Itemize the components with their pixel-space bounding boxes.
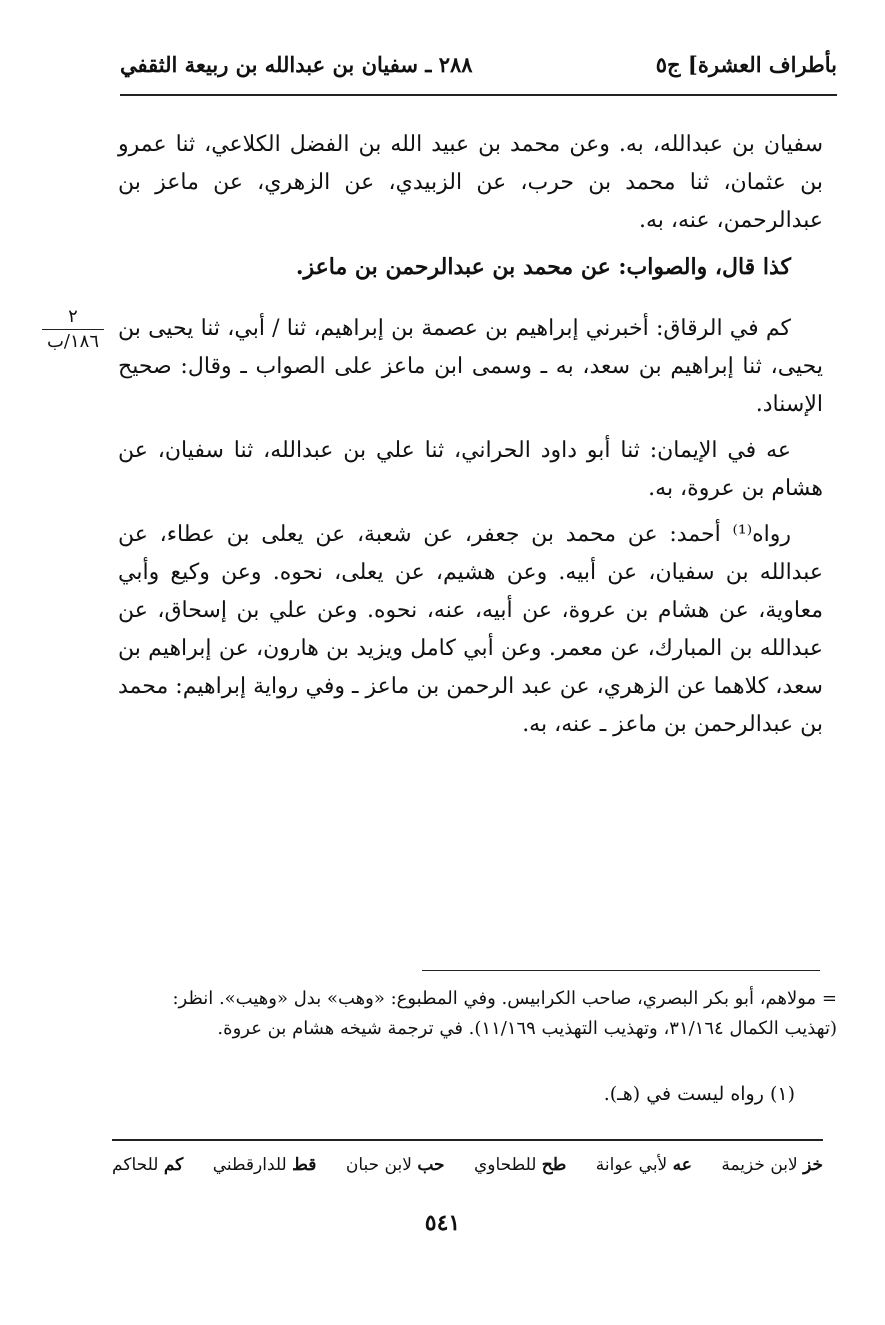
header-rule	[120, 94, 837, 96]
page-header-info: ٢٨٨ ـ سفيان بن عبدالله بن ربيعة الثقفي	[120, 52, 473, 77]
sigla-rule	[112, 1139, 823, 1141]
siglum-item: طح للطحاوي	[473, 1155, 567, 1175]
note-line-2: (تهذيب الكمال ٣١/١٦٤، وتهذيب التهذيب ١١/١٦٩). في ترجمة شيخه هشام بن عروة.	[217, 1018, 837, 1039]
siglum-item: كم للحاكم	[112, 1155, 184, 1175]
sigla-legend	[112, 1155, 823, 1175]
paragraph-3: كم في الرقاق: أخبرني إبراهيم بن عصمة بن إبراهيم، ثنا / أبي، ثنا يحيى بن يحيى، ثنا إبراهيم بن سعد، به ـ وسمى ابن ماعز على الصواب ـ وقال: صحيح الإسناد.	[118, 316, 823, 417]
margin-reference	[32, 307, 114, 352]
page-number: ٥٤١	[424, 1210, 461, 1236]
paragraph-5: رواه⁽¹⁾ أحمد: عن محمد بن جعفر، عن شعبة، عن يعلى بن عطاء، عن عبدالله بن سفيان، عن أبيه. وعن هشيم، عن يعلى، نحوه. وعن وكيع وأبي معاوية، عن هشام بن عروة، عن أبيه، عنه، نحوه. وعن علي بن إسحاق، عن عبدالله بن المبارك، عن معمر. وعن أبي كامل ويزيد بن هارون، عن إبراهيم بن سعد، كلاهما عن الزهري، عن عبد الرحمن بن ماعز ـ وفي رواية إبراهيم: محمد بن عبدالرحمن بن ماعز ـ عنه، به.	[118, 522, 823, 737]
note-line-1: = مولاهم، أبو بكر البصري، صاحب الكرابيس. وفي المطبوع: «وهب» بدل «وهيب». انظر:	[172, 988, 837, 1009]
paragraph-2: كذا قال، والصواب: عن محمد بن عبدالرحمن بن ماعز.	[295, 254, 791, 280]
margin-number: ٢	[42, 307, 104, 330]
siglum-item: حب لابن حبان	[345, 1155, 445, 1175]
main-text	[118, 126, 823, 744]
paragraph-1: سفيان بن عبدالله، به. وعن محمد بن عبيد الله بن الفضل الكلاعي، ثنا عمرو بن عثمان، ثنا محمد بن حرب، عن الزبيدي، عن الزهري، عن ماعز بن عبدالرحمن، عنه، به.	[118, 132, 823, 233]
margin-folio: ١٨٦/ب	[46, 331, 100, 352]
footnote-continuation	[118, 984, 837, 1044]
footnote-1: (١) رواه ليست في (هـ).	[603, 1083, 795, 1105]
siglum-item: عه لأبي عوانة	[595, 1155, 692, 1175]
notes-rule	[422, 970, 820, 971]
siglum-item: قط للدارقطني	[212, 1155, 317, 1175]
running-title: بأطراف العشرة] ج٥	[655, 52, 837, 77]
siglum-item: خز لابن خزيمة	[721, 1155, 823, 1175]
paragraph-4: عه في الإيمان: ثنا أبو داود الحراني، ثنا علي بن عبدالله، ثنا سفيان، عن هشام بن عروة، به.	[118, 438, 823, 501]
